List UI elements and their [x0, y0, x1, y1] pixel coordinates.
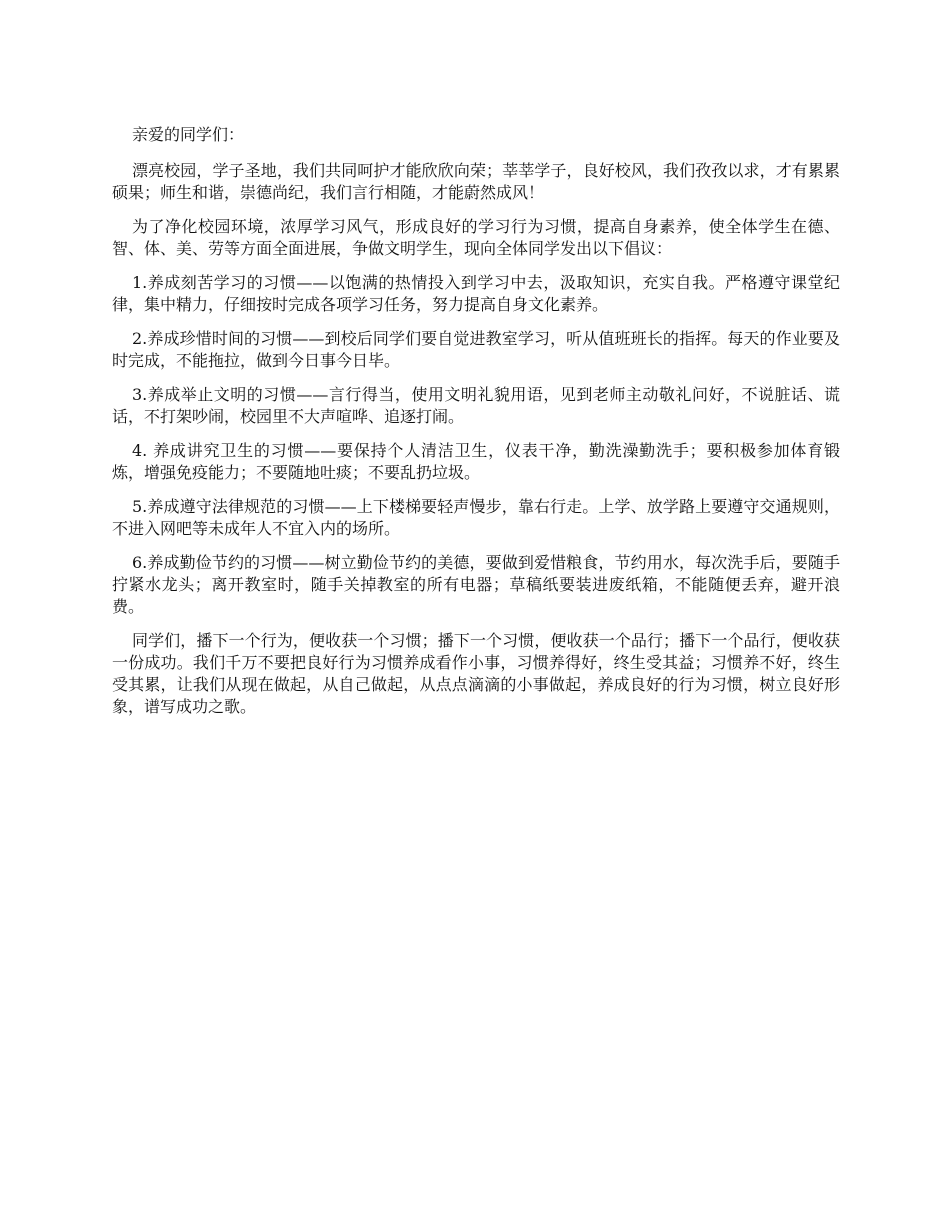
proposal-item-6: 6.养成勤俭节约的习惯——树立勤俭节约的美德，要做到爱惜粮食，节约用水，每次洗手后，要随手拧紧水龙头；离开教室时，随手关掉教室的所有电器；草稿纸要装进废纸箱，不能随便丢弃，避开浪费。 — [112, 553, 840, 616]
document-body — [112, 124, 840, 730]
closing-paragraph: 同学们，播下一个行为，便收获一个习惯；播下一个习惯，便收获一个品行；播下一个品行，便收获一份成功。我们千万不要把良好行为习惯养成看作小事，习惯养得好，终生受其益；习惯养不好，终生受其累，让我们从现在做起，从自己做起，从点点滴滴的小事做起，养成良好的行为习惯，树立良好形象，谱写成功之歌。 — [112, 631, 840, 716]
proposal-item-1: 1.养成刻苦学习的习惯——以饱满的热情投入到学习中去，汲取知识，充实自我。严格遵守课堂纪律，集中精力，仔细按时完成各项学习任务，努力提高自身文化素养。 — [112, 273, 840, 314]
salutation: 亲爱的同学们： — [132, 125, 245, 144]
proposal-item-5: 5.养成遵守法律规范的习惯——上下楼梯要轻声慢步，靠右行走。上学、放学路上要遵守交通规则，不进入网吧等未成年人不宜入内的场所。 — [112, 497, 840, 538]
proposal-item-3: 3.养成举止文明的习惯——言行得当，使用文明礼貌用语，见到老师主动敬礼问好，不说脏话、谎话，不打架吵闹，校园里不大声喧哗、追逐打闹。 — [112, 385, 840, 426]
proposal-item-4: 4. 养成讲究卫生的习惯——要保持个人清洁卫生，仪表干净，勤洗澡勤洗手；要积极参加体育锻炼，增强免疫能力；不要随地吐痰；不要乱扔垃圾。 — [112, 441, 840, 482]
intro-paragraph: 漂亮校园，学子圣地，我们共同呵护才能欣欣向荣；莘莘学子，良好校风，我们孜孜以求，才有累累硕果；师生和谐，崇德尚纪，我们言行相随，才能蔚然成风！ — [112, 161, 840, 202]
proposal-item-2: 2.养成珍惜时间的习惯——到校后同学们要自觉进教室学习，听从值班班长的指挥。每天的作业要及时完成，不能拖拉，做到今日事今日毕。 — [112, 329, 840, 370]
purpose-paragraph: 为了净化校园环境，浓厚学习风气，形成良好的学习行为习惯，提高自身素养，使全体学生在德、智、体、美、劳等方面全面进展，争做文明学生，现向全体同学发出以下倡议： — [112, 217, 840, 258]
